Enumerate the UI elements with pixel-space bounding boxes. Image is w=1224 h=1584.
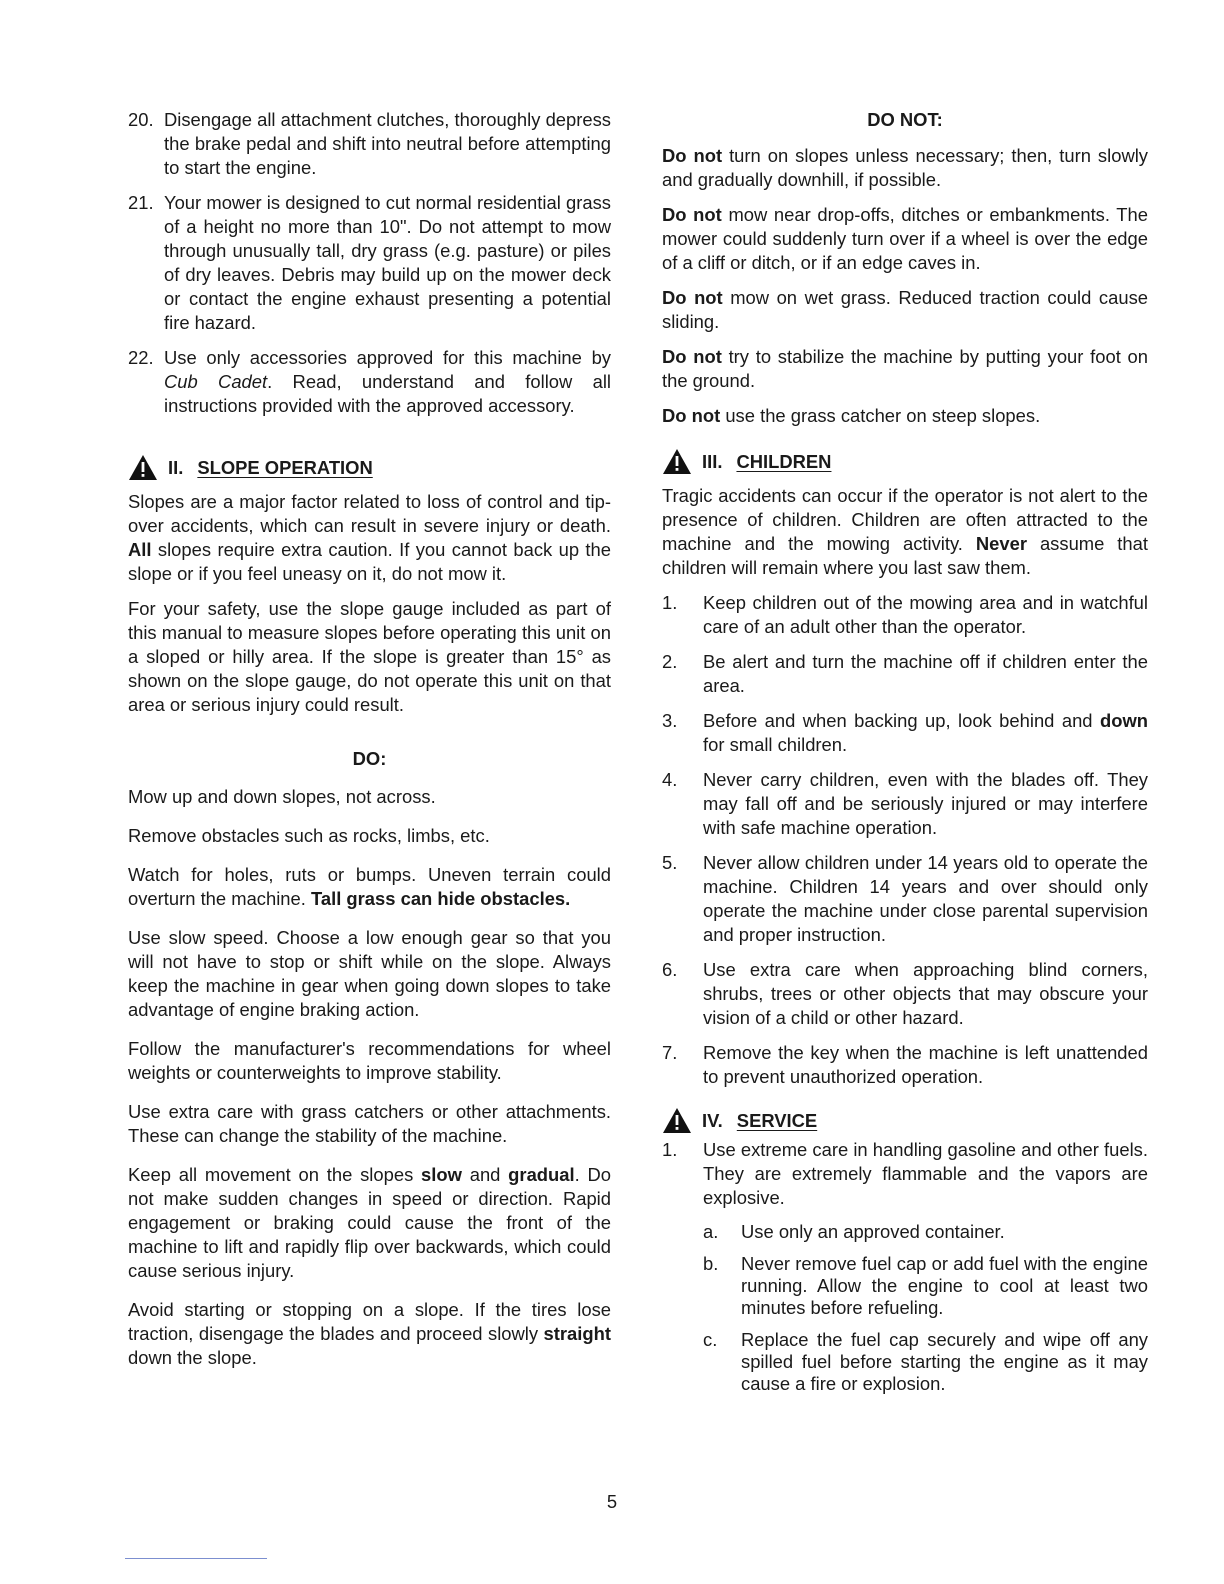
do-paragraph: Watch for holes, ruts or bumps. Uneven terrain could overturn the machine. Tall grass can hide obstacles. — [128, 864, 611, 909]
do-paragraph: Use slow speed. Choose a low enough gear so that you will not have to stop or shift while on the slope. Always keep the machine in gear when going down slopes to take advantage of engine braking action. — [128, 927, 611, 1020]
list-item: 7. Remove the key when the machine is left unattended to prevent unauthorized operation. — [662, 1042, 1148, 1087]
do-not-paragraph: Do not mow near drop-offs, ditches or embankments. The mower could suddenly turn over if a wheel is over the edge of a cliff or ditch, or if an edge caves in. — [662, 204, 1149, 273]
item-number: 22. — [128, 347, 154, 368]
do-not-paragraph: Do not try to stabilize the machine by putting your foot on the ground. — [662, 346, 1148, 391]
item-text: Use only accessories approved for this machine by — [164, 347, 611, 368]
warning-triangle-icon — [662, 448, 692, 475]
section-number: IV. — [702, 1109, 723, 1131]
do-not-paragraph: Do not use the grass catcher on steep slopes. — [662, 405, 1041, 426]
left-column — [128, 108, 611, 1381]
item-text: Your mower is designed to cut normal residential grass of a height no more than 10". Do not attempt to mow through unusually tall, dry grass (e.g. pasture) or piles of dry leaves. Debris may build up on the mower deck or contact the engine exhaust presenting a potential fire hazard. — [164, 192, 611, 333]
warning-triangle-icon — [662, 1107, 692, 1134]
list-item: 1. Keep children out of the mowing area and in watchful care of an adult other than the operator. — [662, 592, 1148, 637]
warning-triangle-icon — [128, 454, 158, 481]
children-intro-paragraph: Tragic accidents can occur if the operator is not alert to the presence of children. Children are often attracted to the machine and the mowing activity. Never assume that children will remain where you last saw them. — [662, 485, 1148, 578]
item-text: . Read, understand and follow all instructions provided with the approved accessory. — [164, 371, 611, 416]
list-item — [128, 346, 611, 418]
right-column — [662, 108, 1148, 1406]
section-title: CHILDREN — [736, 450, 832, 472]
section-title: SERVICE — [736, 1109, 818, 1131]
do-not-paragraph: Do not turn on slopes unless necessary; then, turn slowly and gradually downhill, if possible. — [662, 145, 1148, 190]
do-paragraph: Remove obstacles such as rocks, limbs, etc. — [128, 825, 490, 846]
section-number: II. — [168, 456, 184, 478]
section-number: III. — [702, 450, 723, 472]
service-rules-list — [662, 1138, 1148, 1395]
list-item: 5. Never allow children under 14 years old to operate the machine. Children 14 years and over should only operate the machine under close parental supervision and proper instruction. — [662, 852, 1148, 945]
do-not-paragraph: Do not mow on wet grass. Reduced traction could cause sliding. — [662, 287, 1148, 332]
do-not-heading: DO NOT: — [867, 109, 943, 130]
list-item — [128, 108, 611, 180]
item-number: 21. — [128, 192, 154, 213]
list-item: 6. Use extra care when approaching blind corners, shrubs, trees or other objects that may obscure your vision of a child or other hazard. — [662, 959, 1148, 1028]
do-paragraph: Use extra care with grass catchers or other attachments. These can change the stability of the machine. — [128, 1101, 611, 1146]
slope-operation-heading — [128, 454, 611, 481]
page-number: 5 — [606, 1491, 618, 1512]
fuel-sublist — [703, 1221, 1148, 1395]
children-rules-list — [662, 591, 1148, 1089]
children-heading — [662, 448, 1148, 475]
brand-name: Cub Cadet — [164, 371, 268, 392]
list-item: 4. Never carry children, even with the blades off. They may fall off and be seriously injured or may interfere with safe machine operation. — [662, 769, 1148, 838]
do-paragraph: Mow up and down slopes, not across. — [128, 786, 436, 807]
item-number: 20. — [128, 109, 154, 130]
do-paragraph: Keep all movement on the slopes slow and gradual. Do not make sudden changes in speed or direction. Rapid engagement or braking could cause the front of the machine to lift and rapidly flip over backwards, which could cause serious injury. — [128, 1164, 612, 1281]
do-paragraph: Avoid starting or stopping on a slope. If the tires lose traction, disengage the blades and proceed slowly straight down the slope. — [128, 1299, 611, 1368]
sub-list-item: b. Never remove fuel cap or add fuel with the engine running. Allow the engine to cool at least two minutes before refueling. — [703, 1253, 1148, 1318]
list-item — [128, 191, 611, 335]
general-rules-list — [128, 108, 611, 418]
slope-intro-paragraph: Slopes are a major factor related to loss of control and tip-over accidents, which can result in severe injury or death. All slopes require extra caution. If you cannot back up the slope or if you feel uneasy on it, do not mow it. — [128, 491, 611, 584]
sub-list-item: c. Replace the fuel cap securely and wipe off any spilled fuel before starting the engine as it may cause a fire or explosion. — [703, 1329, 1148, 1394]
sub-list-item: a. Use only an approved container. — [703, 1221, 1005, 1242]
list-item: 1. Use extreme care in handling gasoline and other fuels. They are extremely flammable and the vapors are explosive. a. Use only an approved container. b. Never remove fuel cap or add fuel with the engine running. Allow the engine to cool at least two minutes before refueling. c. Replace the fuel cap securely and wipe off any spilled fuel before starting the engine as it may cause a fire or explosion. — [662, 1139, 1148, 1394]
list-item: 2. Be alert and turn the machine off if children enter the area. — [662, 651, 1148, 696]
service-heading — [662, 1107, 1148, 1134]
footer-divider — [125, 1558, 267, 1559]
slope-gauge-paragraph: For your safety, use the slope gauge included as part of this manual to measure slopes before operating this unit on a sloped or hilly area. If the slope is greater than 15° as shown on the slope gauge, do not operate this unit on that area or serious injury could result. — [128, 598, 611, 715]
section-title: SLOPE OPERATION — [197, 456, 373, 478]
do-heading: DO: — [352, 748, 387, 769]
do-paragraph: Follow the manufacturer's recommendations for wheel weights or counterweights to improve stability. — [128, 1038, 611, 1083]
list-item: 3. Before and when backing up, look behind and down for small children. — [662, 710, 1148, 755]
item-text: Disengage all attachment clutches, thoroughly depress the brake pedal and shift into neutral before attempting to start the engine. — [164, 109, 611, 178]
